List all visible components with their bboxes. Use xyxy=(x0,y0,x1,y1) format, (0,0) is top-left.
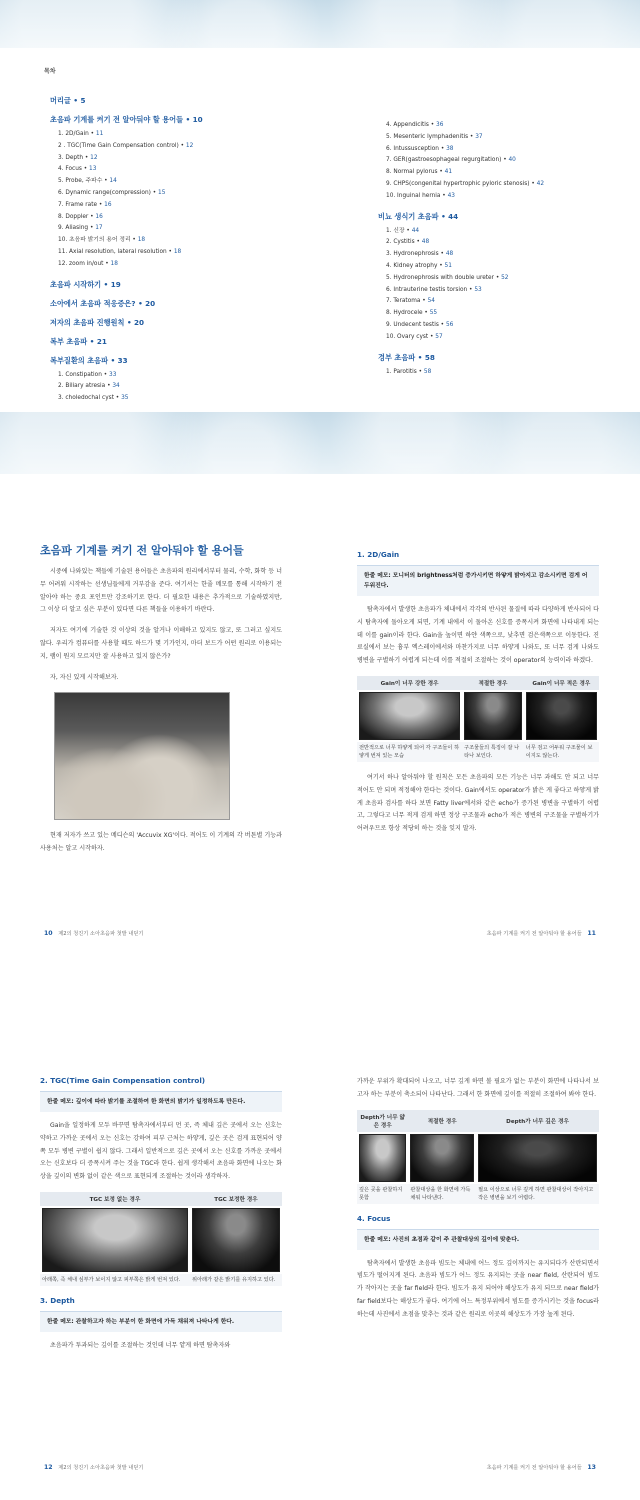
page-number: 11 xyxy=(587,930,596,937)
toc-page-number: 38 xyxy=(446,145,454,152)
toc-page-number: 17 xyxy=(95,225,103,232)
toc-entry-label: 4. Focus xyxy=(58,166,82,173)
toc-column-right xyxy=(378,120,618,378)
toc-label: 목차 xyxy=(44,68,56,75)
toc-item-link[interactable]: 9. Undecent testis • 56 xyxy=(386,321,454,328)
ultrasound-image xyxy=(359,692,460,740)
toc-section-link[interactable]: 소아에서 초음파 적응증은? • 20 xyxy=(50,298,156,308)
toc-entry-label: 5. Probe, 주파수 xyxy=(58,178,103,185)
toc-page-number: 33 xyxy=(109,371,117,378)
toc-page-number: 12 xyxy=(90,154,98,161)
toc-item-link[interactable]: 7. Frame rate • 16 xyxy=(58,201,112,208)
toc-item-link[interactable]: 3. Depth • 12 xyxy=(58,154,98,161)
spread-pages-12-13 xyxy=(0,1010,640,1500)
paragraph: 초음파가 투과되는 깊이를 조절하는 것인데 너무 얕게 하면 탐촉자와 xyxy=(50,1341,231,1349)
image-caption: 구조물들의 특징이 잘 나타나 보인다. xyxy=(462,742,524,762)
toc-entry-label: 12. zoom in/out xyxy=(58,260,104,267)
toc-page-number: 56 xyxy=(445,321,454,328)
toc-entry-label: 5. Mesenteric lymphadenitis xyxy=(386,133,469,140)
table-header: TGC 보정한 경우 xyxy=(190,1192,282,1206)
ultrasound-image xyxy=(526,692,597,740)
image-caption: 위아래가 같은 밝기를 유지하고 있다. xyxy=(190,1274,282,1286)
toc-entry-label: 1. Parotitis xyxy=(386,368,417,375)
footer-right xyxy=(487,1464,600,1471)
toc-section-link[interactable]: 복부질환의 초음파 • 33 xyxy=(50,355,128,365)
toc-entry-label: 5. Hydronephrosis with double ureter xyxy=(386,274,494,281)
toc-item-link[interactable]: 4. Appendicitis • 36 xyxy=(386,122,444,128)
toc-entry-label: 9. Aliasing xyxy=(58,225,89,232)
toc-page-number: 18 xyxy=(173,248,182,255)
paragraph: 시중에 나와있는 책들에 기술된 용어들은 초음파의 원리에서부터 물리, 수학, 화학 등 너무 어려워 시작하는 선생님들에게 거부감을 준다. 여기서는 한줄 메모를 통해 시작하기 전 알아야 하는 중요 포인트만 강조하기로 한다. 더 필요한 내용은 추가적으로 기술하였지만, 그 이상 더 알고 싶은 부분이 있다면 다른 책들을 이용하기 바란다. xyxy=(40,568,282,614)
toc-entry-label: 10. Inguinal hernia xyxy=(386,192,441,199)
toc-page-number: 57 xyxy=(435,333,443,340)
toc-item-link[interactable]: 5. Probe, 주파수 • 14 xyxy=(58,178,117,185)
toc-page-number: 19 xyxy=(110,279,121,289)
image-caption: 관찰대상을 한 화면에 가득 채워 나타낸다. xyxy=(408,1184,476,1204)
toc-entry-label: 초음파 시작하기 xyxy=(50,279,102,289)
memo-box: 한줄 메모: 사진의 초점과 같이 주 관찰대상의 깊이에 맞춘다. xyxy=(357,1229,599,1250)
toc-entry-label: 3. Hydronephrosis xyxy=(386,251,439,258)
toc-item-link[interactable]: 4. Focus • 13 xyxy=(58,166,97,173)
toc-section-link[interactable]: 경부 초음파 • 58 xyxy=(378,352,435,362)
memo-box: 한줄 메모: 모니터의 brightness처럼 증가시키면 하얗게 밝아지고 감소시키면 검게 어두워진다. xyxy=(357,565,599,596)
toc-item-link[interactable]: 8. Normal pylorus • 41 xyxy=(386,169,453,176)
toc-page-number: 18 xyxy=(110,260,118,267)
toc-page-number: 14 xyxy=(109,178,117,185)
toc-page-number: 53 xyxy=(474,286,482,293)
ultrasound-image xyxy=(359,1134,406,1182)
toc-page-number: 48 xyxy=(445,251,454,258)
toc-entry-label: 9. Undecent testis xyxy=(386,321,439,328)
photo-caption: 현재 저자가 쓰고 있는 메디슨의 'Accuvix XG'이다. 적어도 이 기계의 각 버튼별 기능과 사용처는 알고 시작하자. xyxy=(40,832,282,853)
toc-page-number: 10 xyxy=(192,115,203,124)
toc-page-number: 54 xyxy=(427,298,435,305)
toc-page-number: 20 xyxy=(134,317,145,327)
chapter-name: 초음파 기계를 켜기 전 알아둬야 할 용어들 xyxy=(486,931,582,937)
toc-entry-label: 7. Frame rate xyxy=(58,201,98,208)
image-caption: 너무 검고 어두워 구조물이 보이지도 않는다. xyxy=(524,742,599,762)
toc-item-link[interactable]: 10. Ovary cyst • 57 xyxy=(386,333,443,340)
table-header: 적절한 경우 xyxy=(462,676,524,690)
toc-page-number: 52 xyxy=(501,274,509,281)
toc-entry-label: 11. Axial resolution, lateral resolution xyxy=(58,248,167,255)
section-title: 4. Focus xyxy=(357,1213,391,1223)
toc-section-link[interactable]: 초음파 시작하기 • 19 xyxy=(50,279,121,289)
toc-entry-label: 8. Normal pylorus xyxy=(386,169,438,176)
toc-page-number: 58 xyxy=(423,368,432,375)
paragraph: 여기서 하나 알아둬야 할 원칙은 모든 초음파의 모든 기능은 너무 과해도 안 되고 너무 적어도 안 되며 적정해야 한다는 것이다. Gain에서도 operator가 밝은 게 좋다고 하얗게 밝게 초음파 검사를 하다 보면 Fatty liver에서와 같은 echo가 증가된 병변을 구별하기 어렵고, 그렇다고 너무 적게 검게 하면 정상 구조물과 echo가 적은 병변의 구조물을 구별하기가 어려우므로 항상 적당히 하는 것을 잊지 말자. xyxy=(357,773,599,833)
toc-item-link[interactable]: 10. 초음파 밝기의 용어 정리 • 18 xyxy=(58,237,146,244)
ultrasound-image xyxy=(192,1208,280,1272)
paragraph: 탐촉자에서 발생한 초음파 빔도는 체내에 어느 정도 깊이까지는 유지되다가 산란되면서 빔도가 떨어지게 된다. 초음파 빔도가 어느 정도 유지되는 곳을 near field, 산란되어 빔도가 작아지는 곳을 far field라 한다. 빔도가 유지 되어야 해상도가 유지 되므로 near field가 far field보다는 해상도가 좋다. 여기에 어느 특정부위에서 빔도를 증가시키는 것을 focus라 하는데 사진에서 초점을 맞추는 것과 같은 원리로 이곳의 해상도가 가장 높게 된다. xyxy=(357,1259,599,1318)
toc-entry-label: 저자의 초음파 진행원칙 xyxy=(50,317,125,327)
toc-page-number: 5 xyxy=(80,96,86,105)
table-header: Depth가 너무 깊은 경우 xyxy=(476,1110,599,1132)
toc-page-number: 44 xyxy=(448,211,459,221)
toc-page-number: 41 xyxy=(444,169,453,176)
toc-entry-label: 2. Cystitis xyxy=(386,239,415,246)
toc-page xyxy=(0,0,640,412)
toc-column-left xyxy=(50,96,290,405)
toc-item-link[interactable]: 9. CHPS(congenital hypertrophic pyloric stenosis) • 42 xyxy=(386,180,545,187)
image-caption: 깊은 곳을 관찰하지 못함 xyxy=(357,1184,408,1204)
toc-page-number: 16 xyxy=(95,213,103,220)
toc-entry-label: 비뇨 생식기 초음파 xyxy=(378,211,439,221)
toc-item-link[interactable]: 9. Aliasing • 17 xyxy=(58,225,103,232)
toc-item-link[interactable]: 8. Doppler • 16 xyxy=(58,213,103,220)
toc-item-link[interactable]: 4. Kidney atrophy • 51 xyxy=(386,262,452,269)
book-title: 제2의 청진기 소아초음파 첫발 내딛기 xyxy=(58,1465,144,1471)
toc-entry-label: 10. 초음파 밝기의 용어 정리 xyxy=(58,237,131,244)
toc-entry-label: 초음파 기계를 켜기 전 알아둬야 할 용어들 xyxy=(50,115,184,124)
section-title: 3. Depth xyxy=(40,1295,75,1305)
toc-section-link[interactable]: 머리글 • 5 xyxy=(50,96,86,105)
toc-entry-label: 4. Appendicitis xyxy=(386,122,429,128)
toc-page-number: 42 xyxy=(536,180,545,187)
toc-entry-label: 9. CHPS(congenital hypertrophic pyloric stenosis) xyxy=(386,180,530,187)
toc-item-link[interactable]: 6. Dynamic range(compression) • 15 xyxy=(58,189,166,196)
toc-item-link[interactable]: 2. Cystitis • 48 xyxy=(386,239,430,246)
toc-entry-label: 7. GER(gastroesophageal regurgitation) xyxy=(386,157,502,164)
toc-item-link[interactable]: 3. choledochal cyst • 35 xyxy=(58,395,129,402)
book-title: 제2의 청진기 소아초음파 첫발 내딛기 xyxy=(58,931,144,937)
table-header: 적절한 경우 xyxy=(408,1110,476,1132)
spread-pages-10-11 xyxy=(0,474,640,974)
toc-entry-label: 4. Kidney atrophy xyxy=(386,262,438,269)
toc-entry-label: 6. Dynamic range(compression) xyxy=(58,189,151,196)
toc-entry-label: 2 . TGC(Time Gain Compensation control) xyxy=(58,142,179,149)
toc-entry-label: 8. Hydrocele xyxy=(386,310,423,317)
footer-left xyxy=(40,930,143,937)
toc-item-link[interactable]: 7. GER(gastroesophageal regurgitation) • 40 xyxy=(386,157,516,164)
toc-item-link[interactable]: 3. Hydronephrosis • 48 xyxy=(386,251,454,258)
memo-box: 한줄 메모: 관찰하고자 하는 부분이 한 화면에 가득 채워져 나타나게 한다. xyxy=(40,1311,282,1332)
ultrasound-machine-photo xyxy=(54,692,230,820)
toc-entry-label: 7. Teratoma xyxy=(386,298,421,305)
toc-page-number: 21 xyxy=(96,336,107,346)
paragraph: 탐촉자에서 발생한 초음파가 체내에서 각각의 반사된 물질에 따라 다양하게 반사되어 다시 탐촉자에 돌아오게 되면, 기계 내에서 이 돌아온 신호를 증폭시켜 화면에 나타내게 되는데 이를 gain이라 한다. Gain을 높이면 하얀 색쪽으로, 낮추면 검은색쪽으로 이동한다. 진료실에서 보는 흉부 엑스레이에서와 마찬가지로 너무 하얗게 나와도, 또 너무 검게 나와도 병변을 구별하기 어렵게 되는데 이를 적절히 조절하는 것이 operator의 능력이라 하겠다. xyxy=(357,606,599,665)
toc-section-link[interactable]: 저자의 초음파 진행원칙 • 20 xyxy=(50,317,145,327)
table-header: TGC 보정 없는 경우 xyxy=(40,1192,190,1206)
toc-item-link[interactable]: 10. Inguinal hernia • 43 xyxy=(386,192,455,199)
ultrasound-image xyxy=(464,692,522,740)
toc-entry-label: 3. Depth xyxy=(58,154,84,161)
ultrasound-image xyxy=(42,1208,188,1272)
toc-page-number: 20 xyxy=(145,298,156,308)
toc-page-number: 37 xyxy=(475,133,483,140)
toc-entry-label: 2. Biliary atresia xyxy=(58,383,106,390)
image-caption: 전반적으로 너무 하얗게 되어 각 구조들이 하얗게 번져 있는 모습 xyxy=(357,742,462,762)
paragraph: 가까운 부위가 확대되어 나오고, 너무 깊게 하면 볼 필요가 없는 부분이 화면에 나타나서 보고자 하는 부분이 축소되어 나타난다. 그래서 한 화면에 깊이를 적절히 조절하여 봐야 한다. xyxy=(357,1078,599,1098)
footer-right xyxy=(487,930,600,937)
tgc-comparison-table xyxy=(40,1192,282,1286)
toc-item-link[interactable]: 1. Parotitis • 58 xyxy=(386,368,432,375)
page-12 xyxy=(40,1076,282,1361)
paragraph: Gain을 일정하게 모두 바꾸면 탐촉자에서부터 먼 곳, 즉 체내 깊은 곳에서 오는 신호는 약하고 가까운 곳에서 오는 신호는 강하여 피부 근처는 하얗게, 깊은 곳은 검게 표현되어 양쪽 모두 병변 구별이 쉽지 않다. 그래서 일반적으로 깊은 곳에서 오는 신호를 가까운 곳에서 오는 신호보다 더 증폭시켜 주는 것을 TGC라 한다. 쉽게 생각해서 초음파 화면에 나오는 화상을 깊이의 변화 없이 같은 색으로 표현되게 조절하는 것이라 생각하자. xyxy=(40,1122,282,1181)
chapter-name: 초음파 기계를 켜기 전 알아둬야 할 용어들 xyxy=(486,1465,582,1471)
section-title: 2. TGC(Time Gain Compensation control) xyxy=(40,1076,206,1085)
toc-page-number: 33 xyxy=(117,355,128,365)
depth-comparison-table xyxy=(357,1110,599,1204)
image-caption: 아래쪽, 즉 체내 심부가 보이지 않고 피부쪽은 밝게 번져 있다. xyxy=(40,1274,190,1286)
table-header: Gain이 너무 강한 경우 xyxy=(357,676,462,690)
page-11 xyxy=(357,550,599,844)
toc-item-link[interactable]: 6. Intussusception • 38 xyxy=(386,145,454,152)
toc-page-number: 44 xyxy=(411,227,420,234)
toc-entry-label: 머리글 xyxy=(50,96,71,105)
toc-item-link[interactable]: 5. Hydronephrosis with double ureter • 52 xyxy=(386,274,509,281)
toc-item-link[interactable]: 8. Hydrocele • 55 xyxy=(386,310,438,317)
table-header: Depth가 너무 얇은 경우 xyxy=(357,1110,408,1132)
toc-page-number: 51 xyxy=(444,262,452,269)
toc-page-number: 15 xyxy=(158,189,166,196)
toc-item-link[interactable]: 1. 2D/Gain • 11 xyxy=(58,131,104,137)
toc-section-link[interactable]: 초음파 기계를 켜기 전 알아둬야 할 용어들 • 10 xyxy=(50,115,203,124)
chapter-title: 초음파 기계를 켜기 전 알아둬야 할 용어들 xyxy=(40,544,244,557)
toc-page-number: 40 xyxy=(508,157,516,164)
gain-comparison-table xyxy=(357,676,599,762)
section-title: 1. 2D/Gain xyxy=(357,550,400,559)
toc-item-link[interactable]: 7. Teratoma • 54 xyxy=(386,298,435,305)
toc-entry-label: 6. Intrauterine testis torsion xyxy=(386,286,468,293)
toc-page-number: 36 xyxy=(436,122,444,128)
toc-item-link[interactable]: 2 . TGC(Time Gain Compensation control) • 12 xyxy=(58,142,194,149)
toc-item-link[interactable]: 11. Axial resolution, lateral resolution • 18 xyxy=(58,248,182,255)
page-13 xyxy=(357,1076,599,1330)
toc-entry-label: 8. Doppler xyxy=(58,213,89,220)
toc-page-number: 16 xyxy=(104,201,112,208)
toc-entry-label: 1. 신장 xyxy=(386,227,405,234)
toc-entry-label: 경부 초음파 xyxy=(378,352,416,362)
toc-section-link[interactable]: 복부 초음파 • 21 xyxy=(50,336,107,346)
toc-page-number: 34 xyxy=(112,383,120,390)
toc-page-number: 55 xyxy=(429,310,438,317)
toc-page-number: 48 xyxy=(421,239,430,246)
ice-banner-bottom xyxy=(0,412,640,474)
footer-left xyxy=(40,1464,143,1471)
paragraph: 자, 자신 있게 시작해보자. xyxy=(50,673,119,681)
toc-entry-label: 1. 2D/Gain xyxy=(58,131,89,137)
toc-entry-label: 1. Constipation xyxy=(58,371,102,378)
toc-item-link[interactable]: 6. Intrauterine testis torsion • 53 xyxy=(386,286,482,293)
toc-page-number: 58 xyxy=(424,352,435,362)
memo-box: 한줄 메모: 깊이에 따라 밝기를 조절하여 한 화면의 밝기가 일정하도록 만든다. xyxy=(40,1091,282,1112)
image-caption: 필요 이상으로 너무 깊게 하면 관찰대상이 작아지고 작은 병변을 보기 어렵다. xyxy=(476,1184,599,1204)
toc-page-number: 43 xyxy=(447,192,455,199)
toc-item-link[interactable]: 12. zoom in/out • 18 xyxy=(58,260,118,267)
toc-page-number: 18 xyxy=(137,237,146,244)
toc-page-number: 12 xyxy=(185,142,194,149)
toc-item-link[interactable]: 1. 신장 • 44 xyxy=(386,227,420,234)
page-number: 13 xyxy=(587,1464,596,1471)
toc-item-link[interactable]: 5. Mesenteric lymphadenitis • 37 xyxy=(386,133,483,140)
ultrasound-image xyxy=(410,1134,474,1182)
table-header: Gain이 너무 적은 경우 xyxy=(524,676,599,690)
toc-item-link[interactable]: 1. Constipation • 33 xyxy=(58,371,117,378)
page-number: 12 xyxy=(44,1464,53,1471)
toc-entry-label: 10. Ovary cyst xyxy=(386,333,429,340)
paragraph: 저자도 여기에 기술한 것 이상의 것을 알거나 이해하고 있지도 않고, 또 그러고 싶지도 않다. 우리가 컴퓨터를 사용할 때도 하드가 몇 기가인지, 마더 보드가 어떤 원리로 이용되는지, 램이 뭔지 모르지만 잘 사용하고 있지 않은가? xyxy=(40,627,282,660)
toc-entry-label: 복부 초음파 xyxy=(50,336,88,346)
toc-section-link[interactable]: 비뇨 생식기 초음파 • 44 xyxy=(378,211,459,221)
toc-page-number: 11 xyxy=(95,131,104,137)
page-10 xyxy=(40,542,282,864)
ultrasound-image xyxy=(478,1134,597,1182)
toc-entry-label: 3. choledochal cyst xyxy=(58,395,114,402)
toc-page-number: 35 xyxy=(121,395,129,402)
toc-entry-label: 6. Intussusception xyxy=(386,145,439,152)
toc-entry-label: 복부질환의 초음파 xyxy=(50,355,109,365)
toc-page-number: 13 xyxy=(89,166,97,173)
toc-entry-label: 소아에서 초음파 적응증은? xyxy=(50,298,136,308)
toc-item-link[interactable]: 2. Biliary atresia • 34 xyxy=(58,383,120,390)
page-number: 10 xyxy=(44,930,53,937)
